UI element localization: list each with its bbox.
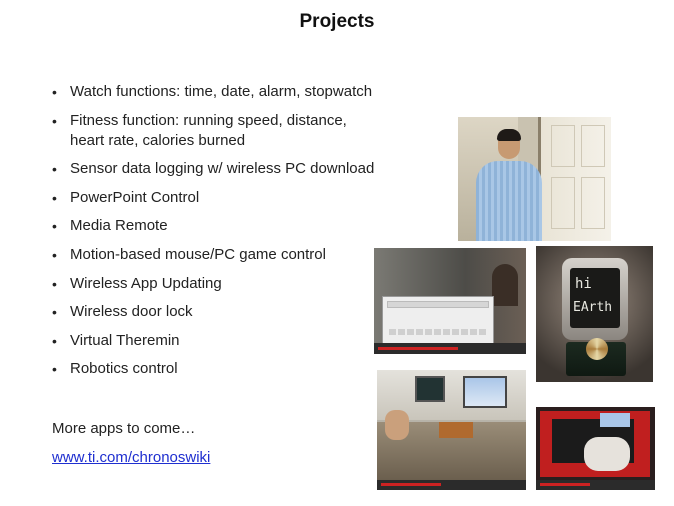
watch-line-1: hi — [575, 276, 592, 292]
list-item — [52, 359, 382, 379]
bullet-icon: • — [52, 332, 57, 349]
door-panel — [581, 125, 605, 167]
list-item-text: Watch functions: time, date, alarm, stopwatch — [70, 83, 373, 100]
watch-line-2: EArth — [573, 300, 613, 315]
list-item-text: Fitness function: running speed, distance, heart rate, calories burned — [70, 111, 347, 149]
screen-capture-photo — [374, 248, 526, 354]
device-box — [439, 422, 473, 438]
bullet-icon: • — [52, 275, 57, 292]
video-progress — [381, 483, 441, 486]
person-hair — [497, 129, 521, 141]
dialog-titlebar — [387, 301, 489, 308]
bullet-icon: • — [52, 112, 57, 129]
list-item — [52, 302, 382, 322]
list-item-text: Media Remote — [70, 217, 168, 235]
list-item — [52, 82, 382, 102]
dialog-key-row — [389, 329, 487, 335]
bullet-icon: • — [52, 361, 57, 378]
list-item — [52, 159, 382, 179]
monitor-right — [463, 376, 507, 408]
photo-door — [538, 117, 611, 241]
list-item — [52, 245, 382, 265]
list-item — [52, 188, 382, 208]
list-item-text: Motion-based mouse/PC game control — [70, 245, 326, 263]
video-progress — [540, 483, 590, 486]
project-list — [52, 82, 382, 388]
list-item-text: Wireless door lock — [70, 303, 193, 321]
bullet-icon: • — [52, 84, 57, 100]
bullet-icon: • — [52, 304, 57, 321]
bullet-icon: • — [52, 161, 57, 178]
watch-dial — [586, 338, 608, 360]
door-panel — [551, 125, 575, 167]
list-item — [52, 216, 382, 236]
bullet-icon: • — [52, 246, 57, 263]
slide-title: Projects — [299, 11, 375, 32]
door-panel — [551, 177, 575, 229]
person-shirt — [476, 161, 542, 241]
list-item-text: Robotics control — [70, 360, 178, 378]
list-item — [52, 331, 382, 351]
dialog-window — [382, 296, 494, 344]
door-panel — [581, 177, 605, 229]
watch-lcd — [570, 268, 620, 328]
video-progress — [378, 347, 458, 350]
more-apps-text: More apps to come… — [52, 420, 196, 437]
list-item — [52, 274, 382, 294]
list-item-text: PowerPoint Control — [70, 188, 200, 206]
list-item — [52, 111, 382, 151]
hand-with-watch — [385, 410, 409, 440]
person-photo — [458, 117, 611, 241]
bullet-icon: • — [52, 189, 57, 206]
video-person — [492, 264, 518, 306]
bullet-icon: • — [52, 218, 57, 235]
list-item-text: Wireless App Updating — [70, 274, 222, 292]
hand — [584, 437, 630, 471]
list-item-text: Sensor data logging w/ wireless PC download — [70, 160, 375, 178]
lab-desk-photo — [377, 370, 526, 490]
enclosure-screen — [600, 413, 630, 427]
monitor-left — [415, 376, 445, 402]
red-enclosure-photo — [536, 407, 655, 490]
list-item-text: Virtual Theremin — [70, 331, 180, 349]
chronos-wiki-link[interactable]: www.ti.com/chronoswiki — [52, 449, 211, 466]
watch-photo — [536, 246, 653, 382]
